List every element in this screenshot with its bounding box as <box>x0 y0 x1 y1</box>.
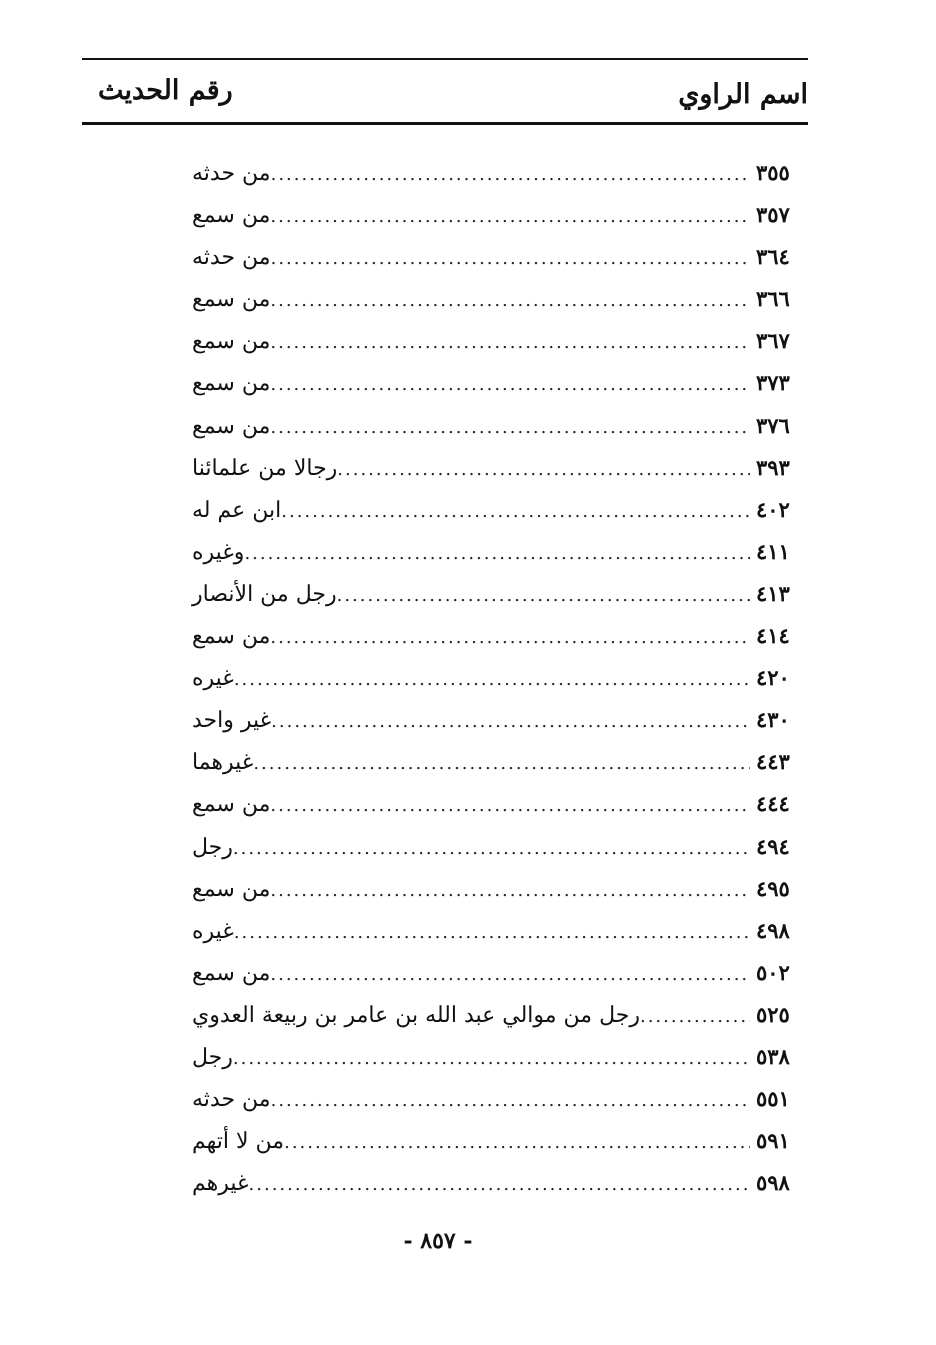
index-entry <box>182 447 808 489</box>
hadith-number: ٣٦٦ <box>756 286 790 312</box>
hadith-number: ٣٧٦ <box>756 412 790 438</box>
dot-leader <box>253 743 750 785</box>
narrator-name: من سمع <box>192 371 271 397</box>
narrator-name: وغيره <box>192 539 245 565</box>
narrator-name: من سمع <box>192 287 271 313</box>
hadith-number: ٣٧٣ <box>756 370 790 396</box>
hadith-number: ٤١٤ <box>756 623 790 649</box>
index-entry <box>182 489 808 531</box>
hadith-number: ٣٥٥ <box>756 160 790 185</box>
index-entry <box>182 405 808 447</box>
dot-leader <box>249 1164 750 1206</box>
narrator-name: غيرهم <box>192 1171 249 1197</box>
index-entry <box>182 1078 808 1120</box>
hadith-number-column-heading: رقم الحديث <box>98 75 233 106</box>
hadith-number: ٤١٣ <box>756 580 790 606</box>
narrator-column-heading: اسم الراوي <box>678 79 808 110</box>
hadith-number: ٤٠٢ <box>756 496 790 522</box>
dot-leader <box>270 954 750 996</box>
index-entry <box>182 1120 808 1162</box>
hadith-number: ٥٥١ <box>756 1086 790 1112</box>
index-entry <box>182 531 808 573</box>
index-entry <box>182 699 808 741</box>
narrator-name: غير واحد <box>192 708 272 734</box>
narrator-name: رجل من موالي عبد الله بن عامر بن ربيعة العدوي <box>192 1002 640 1028</box>
hadith-number: ٤٤٤ <box>756 791 790 817</box>
narrator-name: من حدثه <box>192 1087 271 1113</box>
hadith-number: ٣٥٧ <box>756 202 790 228</box>
index-header <box>82 72 808 116</box>
index-entry <box>182 657 808 699</box>
narrator-name: رجل من الأنصار <box>192 581 337 607</box>
dot-leader <box>640 996 750 1038</box>
index-entry <box>182 320 808 362</box>
dot-leader <box>271 154 750 196</box>
dot-leader <box>270 280 750 322</box>
narrator-name: من سمع <box>192 329 271 355</box>
narrator-name: من سمع <box>192 413 271 439</box>
dot-leader <box>234 659 750 701</box>
header-bottom-rule <box>82 122 808 125</box>
index-entry <box>182 362 808 404</box>
index-entry <box>182 152 808 194</box>
header-top-rule <box>82 58 808 60</box>
narrator-name: رجل <box>192 1044 233 1070</box>
index-entry <box>182 1162 808 1204</box>
dot-leader <box>244 533 750 575</box>
dot-leader <box>284 1122 750 1164</box>
narrator-name: رجل <box>192 834 233 860</box>
dot-leader <box>337 449 750 491</box>
narrator-name: من لا أتهم <box>192 1129 285 1155</box>
index-entry <box>182 194 808 236</box>
index-entry <box>182 278 808 320</box>
index-entry <box>182 1036 808 1078</box>
narrator-name: من سمع <box>192 624 271 650</box>
index-entry <box>182 236 808 278</box>
hadith-number: ٣٦٧ <box>756 328 790 354</box>
narrator-index-list <box>182 152 808 1204</box>
page-number: - ٨٥٧ - <box>403 1228 473 1254</box>
hadith-number: ٤١١ <box>756 538 790 564</box>
hadith-number: ٤٣٠ <box>756 707 790 733</box>
hadith-number: ٣٦٤ <box>756 244 790 270</box>
dot-leader <box>281 491 750 533</box>
hadith-number: ٣٩٣ <box>756 454 790 480</box>
index-entry <box>182 826 808 868</box>
hadith-number: ٥٢٥ <box>756 1001 790 1027</box>
narrator-name: من سمع <box>192 960 271 986</box>
dot-leader <box>270 364 750 406</box>
dot-leader <box>234 912 750 954</box>
hadith-number: ٤٩٥ <box>756 875 790 901</box>
narrator-name: من سمع <box>192 203 271 229</box>
dot-leader <box>270 407 750 449</box>
dot-leader <box>271 701 750 743</box>
narrator-name: غيره <box>192 666 234 692</box>
dot-leader <box>233 828 750 870</box>
dot-leader <box>270 322 750 364</box>
dot-leader <box>270 870 750 912</box>
hadith-number: ٥٩٨ <box>756 1170 790 1196</box>
dot-leader <box>270 196 750 238</box>
hadith-number: ٤٩٨ <box>756 917 790 943</box>
hadith-number: ٥٠٢ <box>756 959 790 985</box>
hadith-number: ٥٩١ <box>756 1128 790 1154</box>
dot-leader <box>270 785 750 827</box>
index-entry <box>182 783 808 825</box>
index-entry <box>182 910 808 952</box>
hadith-number: ٥٣٨ <box>756 1043 790 1069</box>
dot-leader <box>271 1080 750 1122</box>
narrator-name: ابن عم له <box>192 497 282 523</box>
hadith-number: ٤٢٠ <box>756 665 790 691</box>
dot-leader <box>270 617 750 659</box>
narrator-name: من سمع <box>192 792 271 818</box>
hadith-number: ٤٤٣ <box>756 749 790 775</box>
dot-leader <box>337 575 750 617</box>
index-entry <box>182 868 808 910</box>
index-entry <box>182 952 808 994</box>
narrator-name: غيره <box>192 918 234 944</box>
index-entry <box>182 994 808 1036</box>
narrator-name: من سمع <box>192 876 271 902</box>
dot-leader <box>271 238 750 280</box>
dot-leader <box>233 1038 750 1080</box>
narrator-name: من حدثه <box>192 245 271 271</box>
narrator-name: رجالا من علمائنا <box>192 455 338 481</box>
narrator-name: من حدثه <box>192 161 271 186</box>
index-entry <box>182 615 808 657</box>
index-entry <box>182 741 808 783</box>
index-entry <box>182 573 808 615</box>
narrator-name: غيرهما <box>192 750 254 776</box>
hadith-number: ٤٩٤ <box>756 833 790 859</box>
